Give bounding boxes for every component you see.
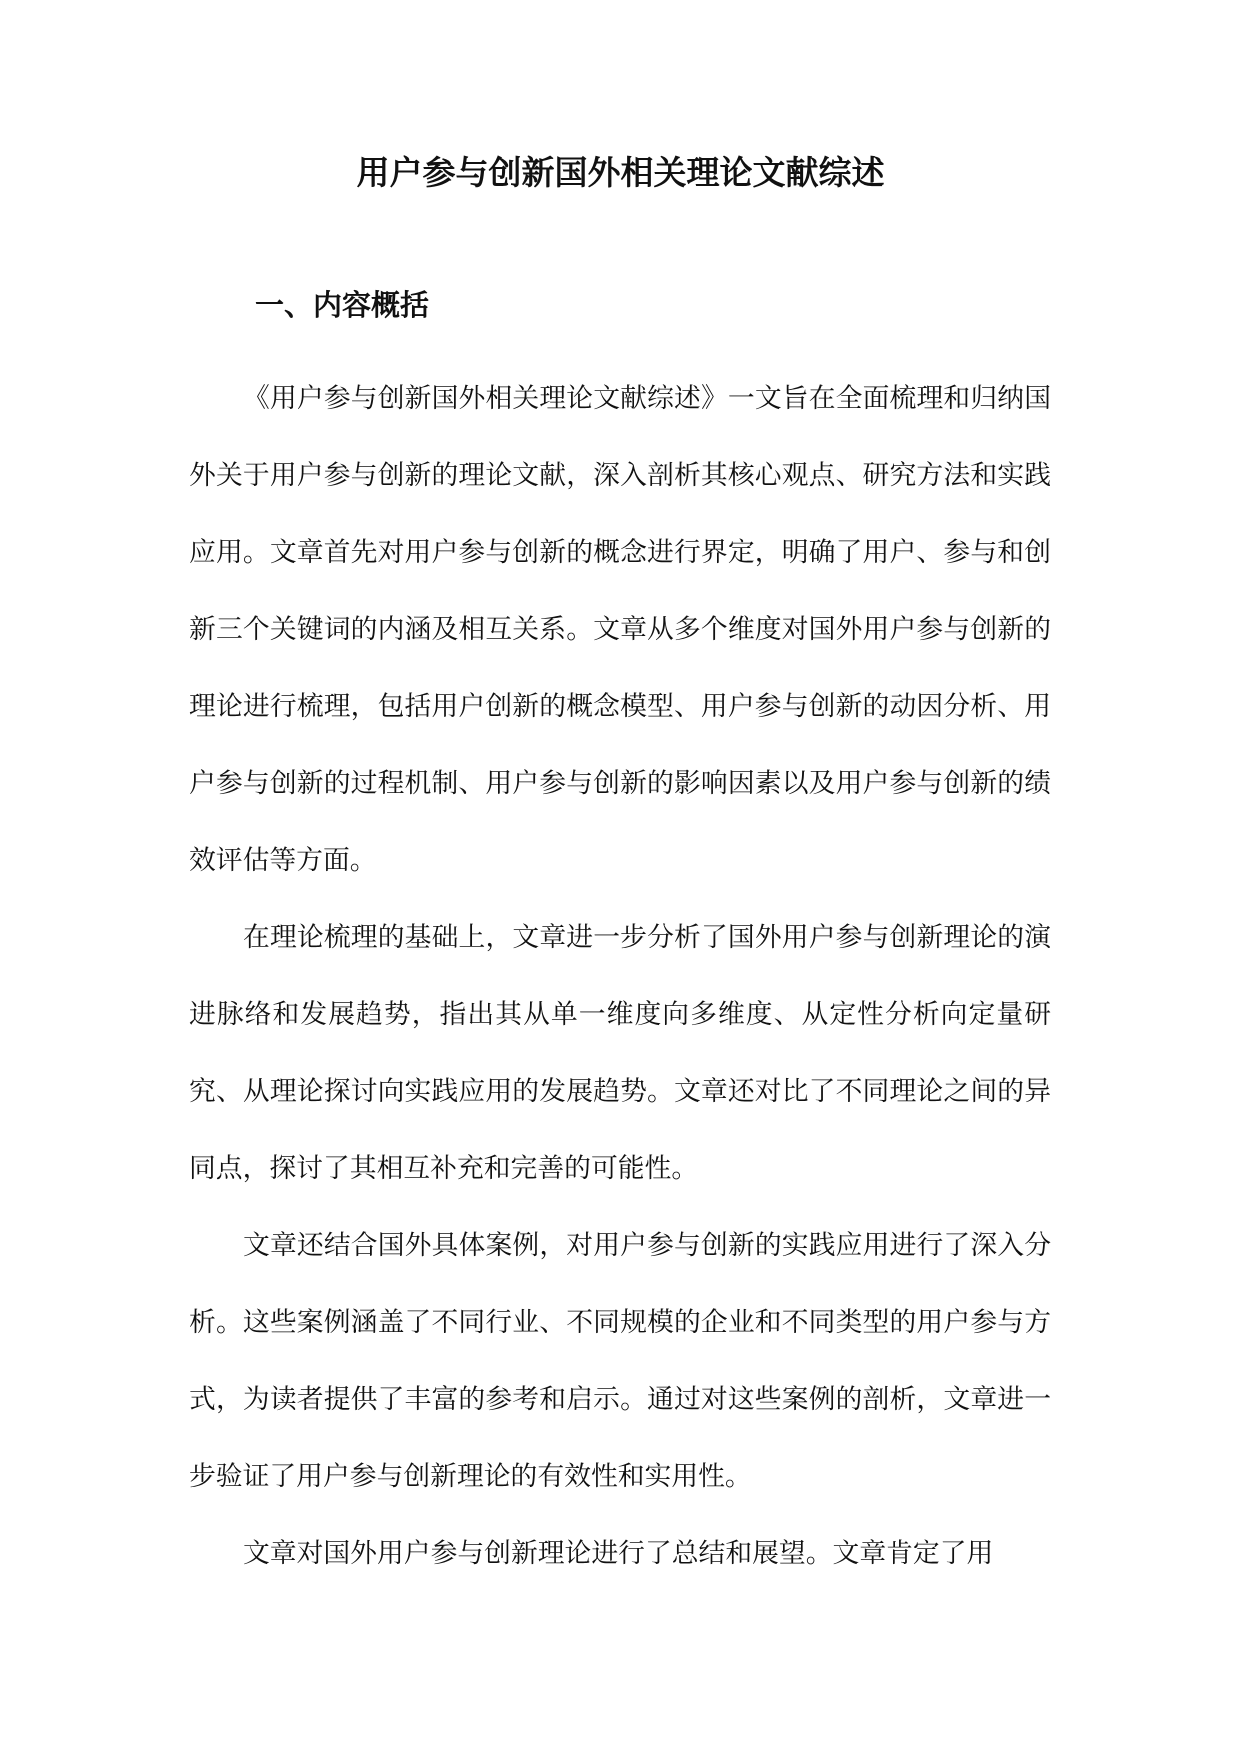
body-paragraph: 文章还结合国外具体案例，对用户参与创新的实践应用进行了深入分析。这些案例涵盖了不同行业、不同规模的企业和不同类型的用户参与方式，为读者提供了丰富的参考和启示。通过对这些案例的剖析，文章进一步验证了用户参与创新理论的有效性和实用性。 <box>189 1230 1051 1492</box>
document-body <box>189 360 1051 1592</box>
body-paragraph: 文章对国外用户参与创新理论进行了总结和展望。文章肯定了用 <box>243 1538 994 1569</box>
document-title: 用户参与创新国外相关理论文献综述 <box>356 153 885 192</box>
body-paragraph: 《用户参与创新国外相关理论文献综述》一文旨在全面梳理和归纳国外关于用户参与创新的理论文献，深入剖析其核心观点、研究方法和实践应用。文章首先对用户参与创新的概念进行界定，明确了用户、参与和创新三个关键词的内涵及相互关系。文章从多个维度对国外用户参与创新的理论进行梳理，包括用户创新的概念模型、用户参与创新的动因分析、用户参与创新的过程机制、用户参与创新的影响因素以及用户参与创新的绩效评估等方面。 <box>189 383 1051 876</box>
section-heading: 一、内容概括 <box>255 288 430 322</box>
body-paragraph: 在理论梳理的基础上，文章进一步分析了国外用户参与创新理论的演进脉络和发展趋势，指出其从单一维度向多维度、从定性分析向定量研究、从理论探讨向实践应用的发展趋势。文章还对比了不同理论之间的异同点，探讨了其相互补充和完善的可能性。 <box>189 922 1051 1184</box>
